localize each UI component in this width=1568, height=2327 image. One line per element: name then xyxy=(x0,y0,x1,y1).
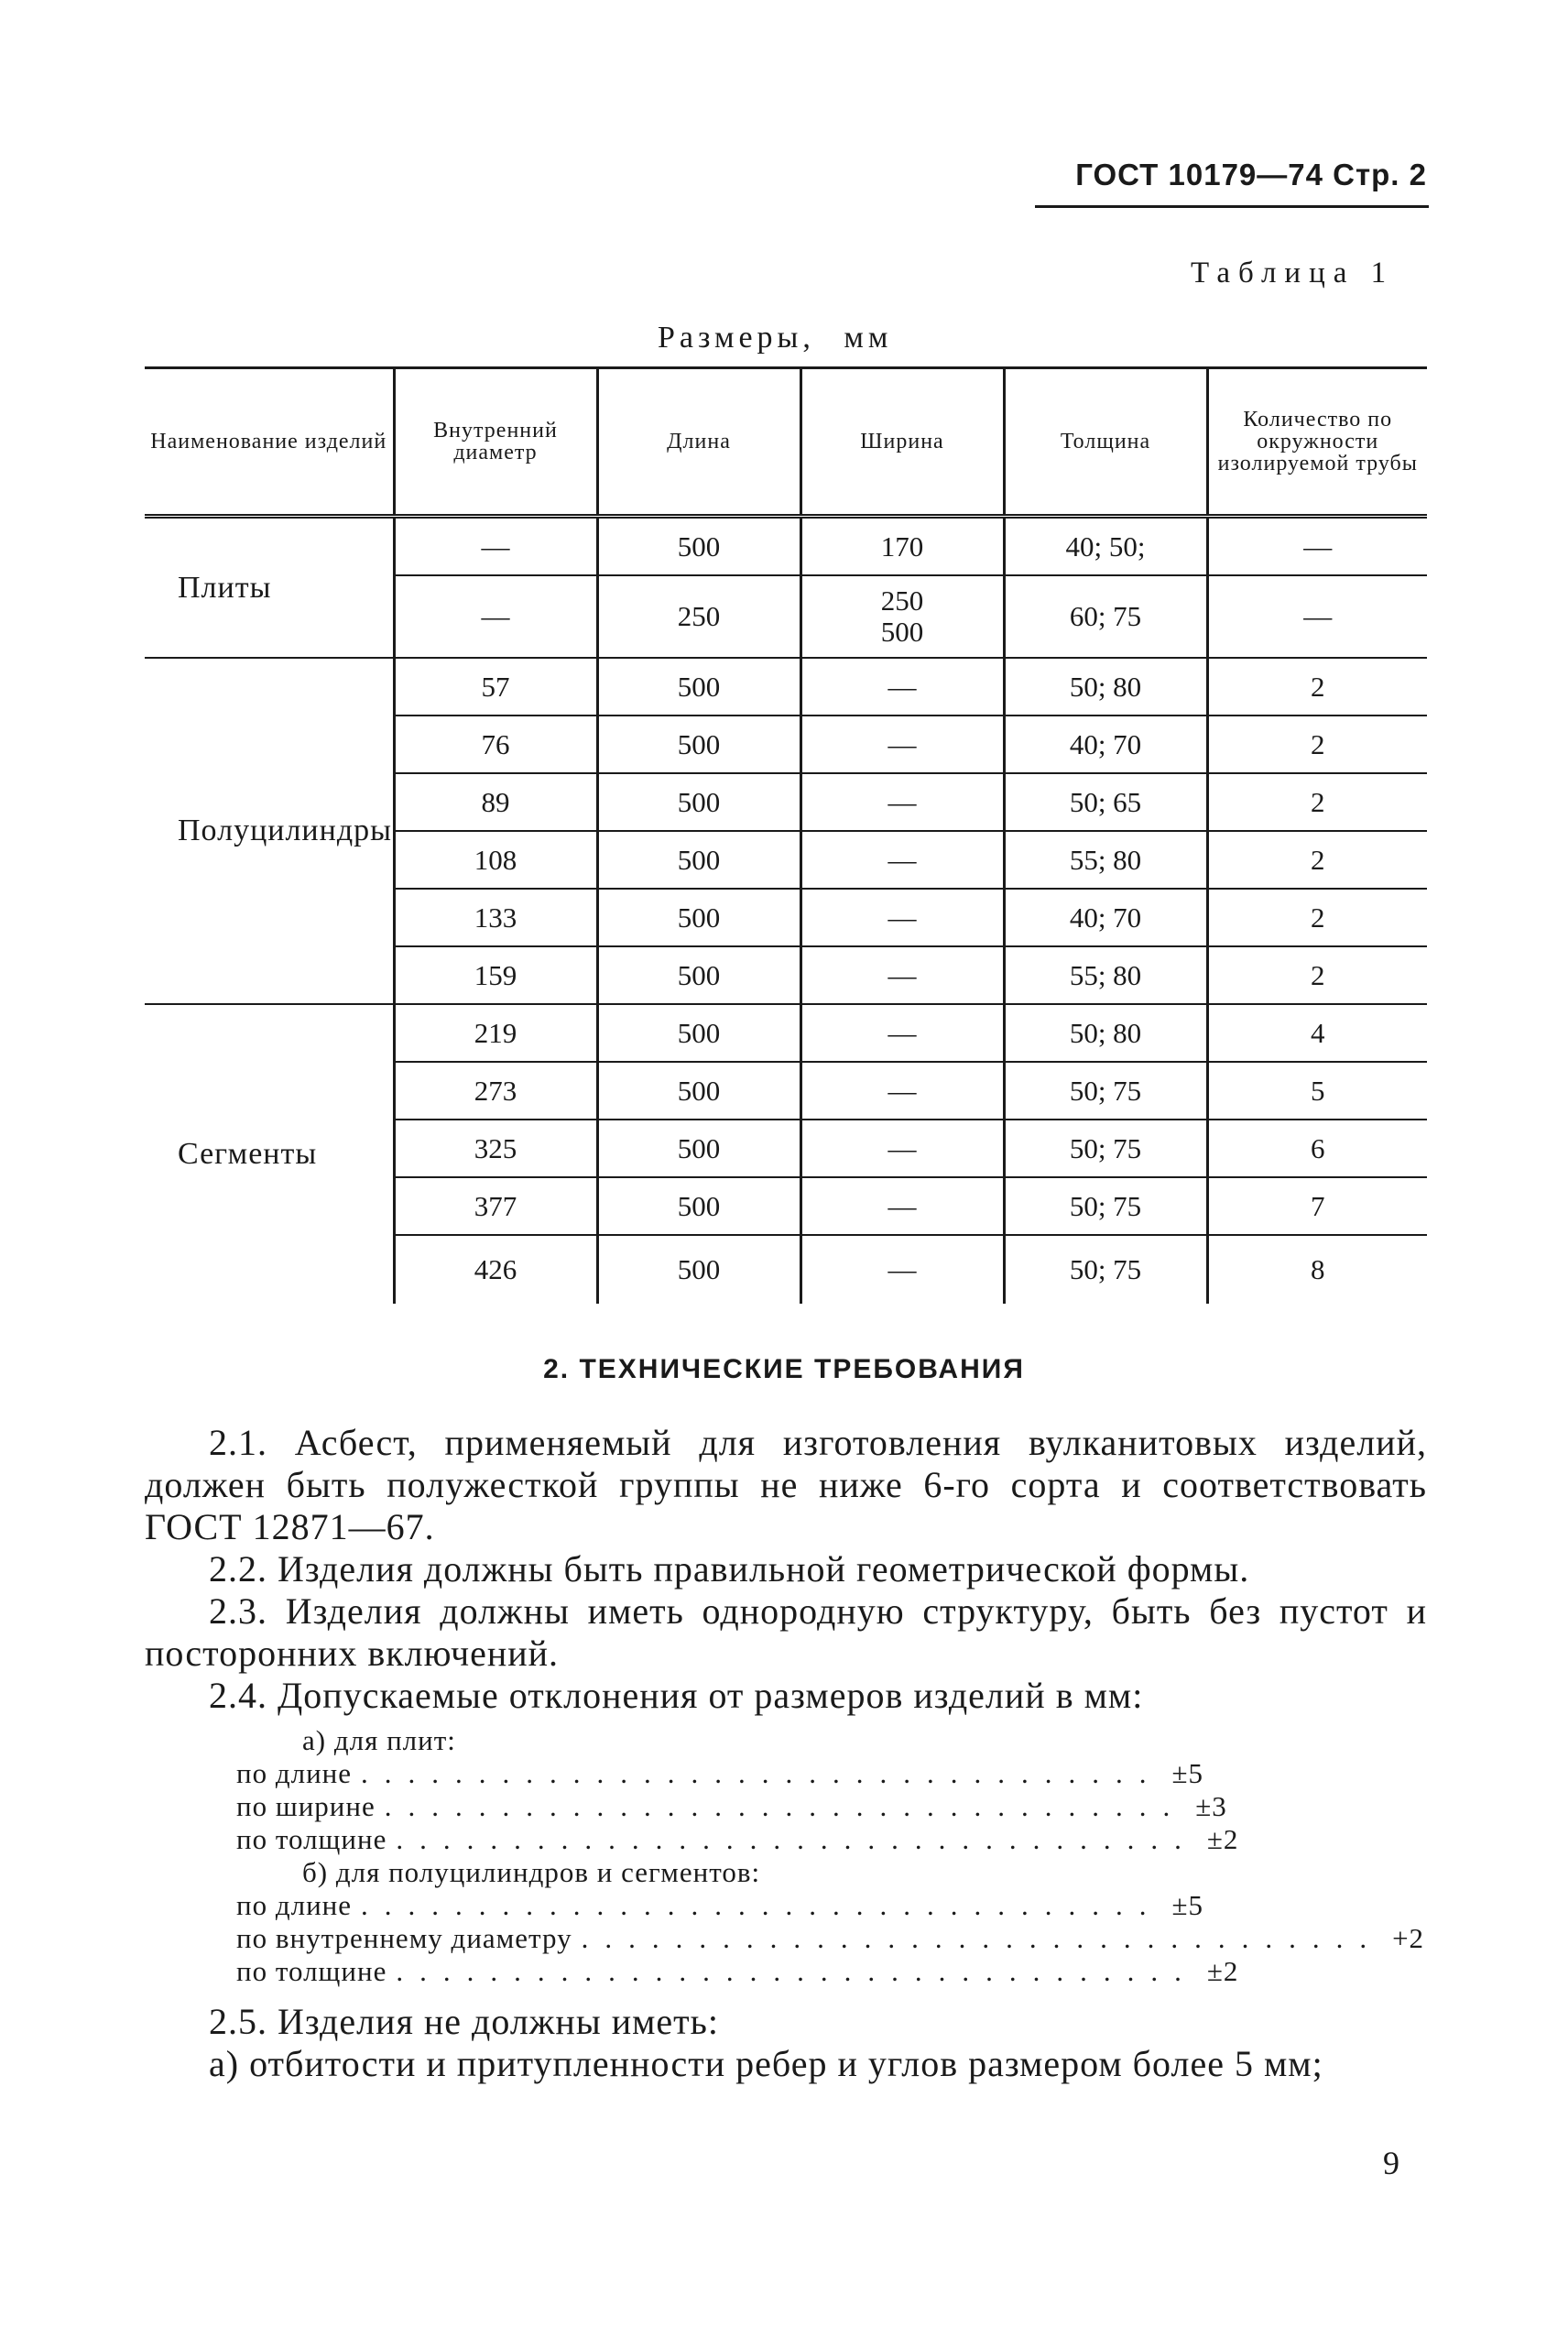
group-half-cylinders: Полуцилиндры xyxy=(145,658,394,1004)
table-row xyxy=(145,1004,1427,1062)
cell-thickness: 55; 80 xyxy=(1004,831,1207,889)
cell-width: — xyxy=(800,1177,1004,1235)
cell-thickness: 50; 75 xyxy=(1004,1120,1207,1177)
tolerance-heading-plates: а) для плит: xyxy=(302,1724,456,1756)
paragraph-2-1: 2.1. Асбест, применяемый для изготовления вулканитовых изделий, должен быть полужесткой группы не ниже 6-го сорта и соответствовать ГОСТ 12871—67. xyxy=(145,1422,1427,1547)
leader-dots: .................................. xyxy=(396,1823,1198,1855)
cell-length: 500 xyxy=(597,889,800,946)
cell-length: 500 xyxy=(597,716,800,773)
cell-count: 2 xyxy=(1207,658,1427,716)
cell-diameter: 89 xyxy=(394,773,597,831)
cell-length: 500 xyxy=(597,946,800,1004)
section-title: 2. ТЕХНИЧЕСКИЕ ТРЕБОВАНИЯ xyxy=(543,1354,1025,1384)
cell-count: 2 xyxy=(1207,716,1427,773)
tolerance-row xyxy=(236,1790,1227,1823)
cell-count: 6 xyxy=(1207,1120,1427,1177)
cell-count: 7 xyxy=(1207,1177,1427,1235)
cell-thickness: 50; 75 xyxy=(1004,1177,1207,1235)
cell-length: 500 xyxy=(597,1177,800,1235)
table-header-row xyxy=(145,368,1427,517)
cell-width: — xyxy=(800,716,1004,773)
tolerance-label: по толщине xyxy=(236,1955,387,1987)
cell-diameter: 325 xyxy=(394,1120,597,1177)
col-header-width: Ширина xyxy=(800,368,1004,517)
cell-length: 500 xyxy=(597,658,800,716)
cell-count: 2 xyxy=(1207,889,1427,946)
cell-width: — xyxy=(800,658,1004,716)
col-header-diameter: Внутренний диаметр xyxy=(394,368,597,517)
paragraph-2-3: 2.3. Изделия должны иметь однородную структуру, быть без пустот и посторонних включений. xyxy=(145,1590,1427,1674)
cell-thickness: 50; 80 xyxy=(1004,658,1207,716)
table-row xyxy=(145,658,1427,716)
paragraph-2-2: 2.2. Изделия должны быть правильной геометрической формы. xyxy=(209,1548,1250,1590)
cell-diameter: 159 xyxy=(394,946,597,1004)
cell-length: 500 xyxy=(597,1120,800,1177)
cell-diameter: 219 xyxy=(394,1004,597,1062)
cell-thickness: 50; 75 xyxy=(1004,1235,1207,1304)
tolerance-heading-cylinders: б) для полуцилиндров и сегментов: xyxy=(302,1856,761,1888)
cell-width: — xyxy=(800,1235,1004,1304)
cell-count: — xyxy=(1207,517,1427,576)
cell-width: — xyxy=(800,1062,1004,1120)
leader-dots: .................................. xyxy=(361,1889,1163,1921)
cell-diameter: 377 xyxy=(394,1177,597,1235)
cell-thickness: 40; 70 xyxy=(1004,889,1207,946)
cell-length: 250 xyxy=(597,575,800,658)
cell-thickness: 40; 70 xyxy=(1004,716,1207,773)
tolerance-label: по длине xyxy=(236,1757,353,1789)
tolerance-row xyxy=(236,1823,1239,1856)
cell-diameter: 133 xyxy=(394,889,597,946)
cell-thickness: 50; 80 xyxy=(1004,1004,1207,1062)
cell-width: — xyxy=(800,1004,1004,1062)
header-rule xyxy=(1035,205,1429,208)
cell-length: 500 xyxy=(597,831,800,889)
leader-dots: .................................. xyxy=(396,1955,1198,1987)
group-segments: Сегменты xyxy=(178,1137,318,1171)
tolerance-row xyxy=(236,1955,1239,1988)
cell-count: 2 xyxy=(1207,773,1427,831)
col-header-name: Наименование изделий xyxy=(145,368,394,517)
dimension-label: Размеры, мм xyxy=(658,321,893,355)
cell-length: 500 xyxy=(597,773,800,831)
page-number: 9 xyxy=(1383,2145,1399,2181)
col-header-count: Количество по окружности изолируемой трубы xyxy=(1207,368,1427,517)
tolerance-list xyxy=(236,1724,1425,1988)
tolerance-row xyxy=(236,1757,1204,1790)
cell-diameter: 273 xyxy=(394,1062,597,1120)
cell-length: 500 xyxy=(597,1004,800,1062)
cell-width: — xyxy=(800,889,1004,946)
document-header: ГОСТ 10179—74 Стр. 2 xyxy=(1075,158,1427,191)
cell-length: 500 xyxy=(597,517,800,576)
tolerance-value: ±3 xyxy=(1195,1790,1227,1822)
cell-thickness: 40; 50; xyxy=(1004,517,1207,576)
table-label: Таблица 1 xyxy=(1191,257,1395,290)
cell-thickness: 50; 75 xyxy=(1004,1062,1207,1120)
requirements-block-2 xyxy=(145,2001,1427,2085)
col-header-thickness: Толщина xyxy=(1004,368,1207,517)
cell-diameter: — xyxy=(394,575,597,658)
cell-width: — xyxy=(800,1120,1004,1177)
tolerance-label: по ширине xyxy=(236,1790,376,1822)
cell-width: 170 xyxy=(800,517,1004,576)
cell-length: 500 xyxy=(597,1235,800,1304)
cell-diameter: — xyxy=(394,517,597,576)
col-header-length: Длина xyxy=(597,368,800,517)
cell-width: — xyxy=(800,831,1004,889)
paragraph-2-5-a: а) отбитости и притупленности ребер и углов размером более 5 мм; xyxy=(209,2043,1323,2084)
tolerance-value: ±5 xyxy=(1171,1889,1204,1921)
cell-width: — xyxy=(800,773,1004,831)
cell-thickness: 50; 65 xyxy=(1004,773,1207,831)
table-row xyxy=(145,517,1427,576)
tolerance-value: ±2 xyxy=(1206,1955,1239,1987)
cell-count: 8 xyxy=(1207,1235,1427,1304)
leader-dots: .................................. xyxy=(384,1790,1187,1822)
group-plates: Плиты xyxy=(145,517,394,659)
cell-length: 500 xyxy=(597,1062,800,1120)
cell-diameter: 108 xyxy=(394,831,597,889)
leader-dots: .................................. xyxy=(581,1922,1384,1954)
tolerance-row xyxy=(236,1922,1425,1955)
cell-width: 250 500 xyxy=(800,575,1004,658)
cell-diameter: 76 xyxy=(394,716,597,773)
tolerance-value: +2 xyxy=(1392,1922,1425,1954)
cell-count: — xyxy=(1207,575,1427,658)
cell-count: 2 xyxy=(1207,831,1427,889)
leader-dots: .................................. xyxy=(361,1757,1163,1789)
tolerance-label: по внутреннему диаметру xyxy=(236,1922,572,1954)
requirements-block xyxy=(145,1422,1427,1717)
tolerance-value: ±5 xyxy=(1171,1757,1204,1789)
tolerance-label: по толщине xyxy=(236,1823,387,1855)
cell-width: — xyxy=(800,946,1004,1004)
cell-diameter: 57 xyxy=(394,658,597,716)
cell-count: 5 xyxy=(1207,1062,1427,1120)
cell-count: 4 xyxy=(1207,1004,1427,1062)
tolerance-row xyxy=(236,1889,1204,1922)
dimensions-table xyxy=(145,366,1427,1304)
tolerance-label: по длине xyxy=(236,1889,353,1921)
cell-thickness: 55; 80 xyxy=(1004,946,1207,1004)
paragraph-2-4: 2.4. Допускаемые отклонения от размеров изделий в мм: xyxy=(209,1675,1144,1716)
cell-count: 2 xyxy=(1207,946,1427,1004)
cell-thickness: 60; 75 xyxy=(1004,575,1207,658)
tolerance-value: ±2 xyxy=(1206,1823,1239,1855)
paragraph-2-5: 2.5. Изделия не должны иметь: xyxy=(209,2001,720,2042)
cell-diameter: 426 xyxy=(394,1235,597,1304)
